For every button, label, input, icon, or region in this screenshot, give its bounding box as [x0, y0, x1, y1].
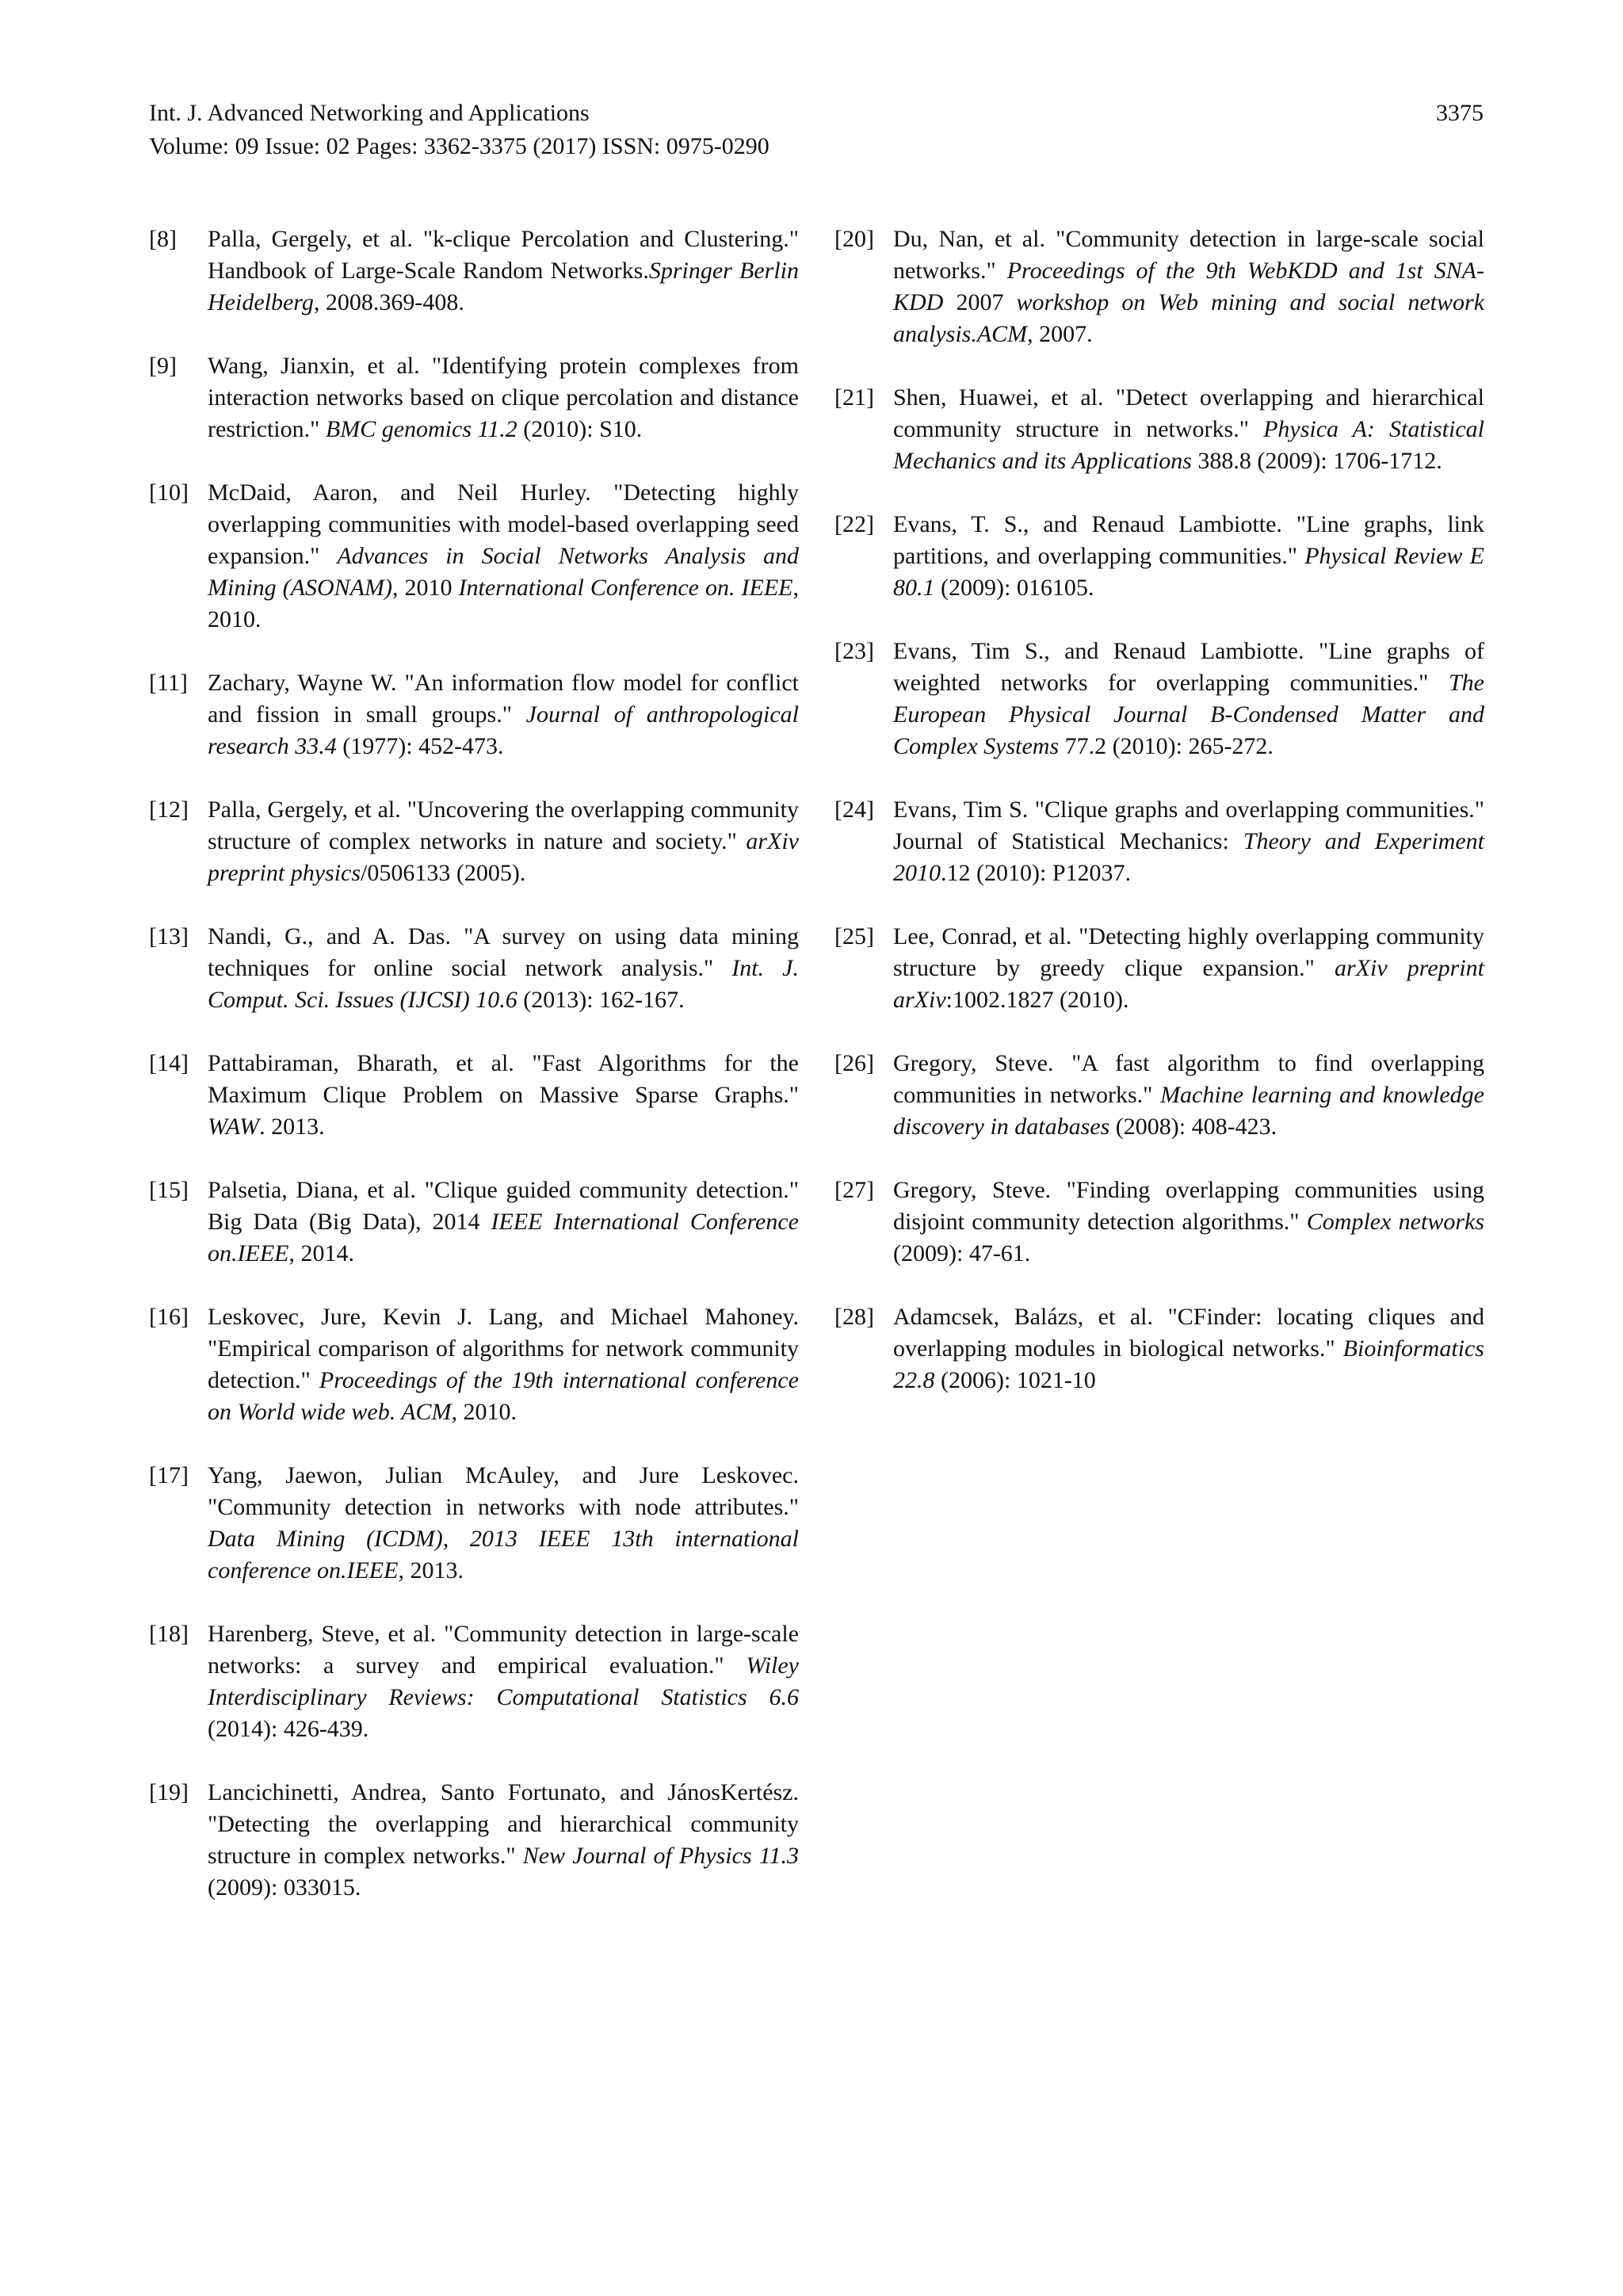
reference-italic-segment: Springer Berlin Heidelberg: [208, 258, 799, 315]
journal-title: Int. J. Advanced Networking and Applications: [149, 100, 590, 126]
reference-entry: [149, 1301, 799, 1428]
reference-segment: , 2007.: [1027, 321, 1093, 347]
reference-entry: [834, 1301, 1484, 1396]
reference-text: [893, 921, 1484, 1016]
reference-segment: :1002.1827 (2010).: [945, 987, 1129, 1013]
reference-number: [23]: [834, 638, 874, 664]
reference-segment: (2009): 47-61.: [893, 1240, 1031, 1266]
reference-segment: Leskovec, Jure, Kevin J. Lang, and Michael Mahoney. "Empirical comparison of algorithms for network community detection.": [208, 1304, 799, 1393]
reference-entry: [834, 794, 1484, 889]
reference-text: [208, 477, 799, 636]
reference-segment: Lee, Conrad, et al. "Detecting highly overlapping community structure by greedy clique expansion.": [893, 923, 1484, 981]
running-header: [149, 97, 1484, 163]
reference-italic-segment: Int. J. Comput. Sci. Issues (IJCSI) 10.6: [208, 955, 799, 1013]
reference-entry: [149, 794, 799, 889]
reference-entry: [834, 509, 1484, 604]
reference-segment: Du, Nan, et al. "Community detection in large-scale social networks.": [893, 226, 1484, 284]
reference-segment: Harenberg, Steve, et al. "Community detection in large-scale networks: a survey and empirical evaluation.": [208, 1621, 799, 1679]
reference-entry: [834, 223, 1484, 350]
reference-italic-segment: Journal of anthropological research 33.4: [208, 701, 799, 759]
reference-segment: Evans, Tim S. "Clique graphs and overlapping communities." Journal of Statistical Mechanics:: [893, 797, 1484, 854]
reference-text: [893, 1048, 1484, 1143]
reference-text: [208, 1777, 799, 1904]
reference-entry: [149, 1460, 799, 1587]
reference-italic-segment: IEEE International Conference on.IEEE: [208, 1209, 799, 1266]
reference-text: [208, 794, 799, 889]
reference-number: [15]: [149, 1177, 189, 1203]
reference-entry: [149, 1048, 799, 1143]
reference-entry: [834, 1175, 1484, 1270]
reference-segment: 2013.: [403, 1557, 464, 1584]
reference-segment: , 2010: [391, 575, 459, 601]
reference-segment: Shen, Huawei, et al. "Detect overlapping and hierarchical community structure in networks.": [893, 384, 1484, 442]
reference-italic-segment: Wiley Interdisciplinary Reviews: Computational Statistics 6.6: [208, 1652, 799, 1710]
reference-segment: McDaid, Aaron, and Neil Hurley. "Detecting highly overlapping communities with model-based overlapping seed expansion.": [208, 479, 799, 569]
reference-number: [25]: [834, 923, 874, 949]
reference-entry: [149, 477, 799, 636]
reference-text: [893, 1301, 1484, 1396]
reference-text: [893, 794, 1484, 889]
reference-italic-segment: Machine learning and knowledge discovery in databases: [893, 1082, 1484, 1140]
reference-segment: 77.2 (2010): 265-272.: [1059, 733, 1274, 759]
reference-segment: , 2014.: [288, 1240, 354, 1266]
reference-italic-segment: WAW: [208, 1114, 260, 1140]
reference-number: [17]: [149, 1462, 189, 1488]
reference-italic-segment: Bioinformatics 22.8: [893, 1335, 1484, 1393]
reference-number: [18]: [149, 1621, 189, 1647]
reference-number: [20]: [834, 226, 874, 252]
reference-segment: Gregory, Steve. "Finding overlapping communities using disjoint community detection algorithms.": [893, 1177, 1484, 1235]
reference-text: [893, 382, 1484, 477]
reference-italic-segment: workshop on Web mining and social network analysis.ACM: [893, 289, 1485, 347]
reference-number: [26]: [834, 1050, 874, 1076]
reference-segment: . 2013.: [259, 1114, 325, 1140]
reference-number: [19]: [149, 1779, 189, 1805]
reference-number: [27]: [834, 1177, 874, 1203]
reference-text: [208, 1618, 799, 1745]
reference-italic-segment: arXiv preprint arXiv: [893, 955, 1484, 1013]
reference-number: [11]: [149, 670, 188, 696]
reference-italic-segment: Complex networks: [1306, 1209, 1485, 1235]
reference-text: [208, 223, 799, 319]
reference-text: [893, 223, 1484, 350]
reference-italic-segment: International Conference on. IEEE: [458, 575, 793, 601]
reference-segment: , 2010.: [208, 575, 799, 632]
reference-segment: Nandi, G., and A. Das. "A survey on using data mining techniques for online social network analysis.": [208, 923, 799, 981]
reference-italic-segment: Proceedings of the 19th international conference on World wide web. ACM,: [208, 1367, 799, 1425]
volume-line: Volume: 09 Issue: 02 Pages: 3362-3375 (2017) ISSN: 0975-0290: [149, 133, 769, 159]
reference-segment: (2008): 408-423.: [1109, 1114, 1277, 1140]
reference-segment: (2009): 016105.: [934, 575, 1094, 601]
reference-number: [22]: [834, 511, 874, 537]
reference-text: [893, 509, 1484, 604]
reference-segment: Palla, Gergely, et al. "Uncovering the overlapping community structure of complex networks in nature and society.": [208, 797, 799, 854]
reference-number: [13]: [149, 923, 189, 949]
references-column-left: [149, 223, 799, 1935]
reference-entry: [834, 1048, 1484, 1143]
reference-italic-segment: BMC genomics 11.2: [325, 416, 517, 442]
reference-segment: .12 (2010): P12037.: [941, 860, 1131, 886]
reference-entry: [149, 1175, 799, 1270]
reference-segment: Lancichinetti, Andrea, Santo Fortunato, and JánosKertész. "Detecting the overlapping and hierarchical community structure in complex networks.": [208, 1779, 799, 1869]
reference-entry: [149, 1618, 799, 1745]
reference-entry: [834, 921, 1484, 1016]
references-column-right: [834, 223, 1484, 1428]
reference-text: [208, 1048, 799, 1143]
reference-text: [208, 667, 799, 762]
reference-number: [8]: [149, 226, 177, 252]
reference-segment: Pattabiraman, Bharath, et al. "Fast Algorithms for the Maximum Clique Problem on Massive Sparse Graphs.": [208, 1050, 799, 1108]
reference-segment: Palsetia, Diana, et al. "Clique guided community detection." Big Data (Big Data), 2014: [208, 1177, 799, 1235]
reference-segment: 2007: [943, 289, 1017, 315]
reference-segment: 388.8 (2009): 1706-1712.: [1191, 448, 1442, 474]
reference-entry: [149, 350, 799, 445]
page-number: 3375: [1436, 100, 1484, 126]
reference-number: [14]: [149, 1050, 189, 1076]
reference-segment: (1977): 452-473.: [336, 733, 504, 759]
reference-text: [208, 921, 799, 1016]
reference-number: [28]: [834, 1304, 874, 1330]
reference-number: [12]: [149, 797, 189, 823]
reference-text: [893, 1175, 1484, 1270]
reference-text: [208, 1175, 799, 1270]
reference-number: [21]: [834, 384, 874, 411]
reference-segment: Yang, Jaewon, Julian McAuley, and Jure Leskovec. "Community detection in networks with node attributes.": [208, 1462, 799, 1520]
reference-text: [208, 1460, 799, 1587]
reference-entry: [149, 1777, 799, 1904]
reference-entry: [149, 667, 799, 762]
reference-italic-segment: New Journal of Physics 11.3: [522, 1843, 799, 1869]
reference-segment: Zachary, Wayne W. "An information flow model for conflict and fission in small groups.": [208, 670, 799, 728]
reference-segment: Evans, T. S., and Renaud Lambiotte. "Line graphs, link partitions, and overlapping communities.": [893, 511, 1484, 569]
reference-italic-segment: Advances in Social Networks Analysis and Mining (ASONAM): [208, 543, 799, 601]
reference-italic-segment: arXiv preprint physics: [208, 828, 799, 886]
reference-italic-segment: The European Physical Journal B-Condensed Matter and Complex Systems: [893, 670, 1484, 759]
reference-italic-segment: Proceedings of the 9th WebKDD and 1st SNA-KDD: [893, 258, 1484, 315]
reference-segment: Adamcsek, Balázs, et al. "CFinder: locating cliques and overlapping modules in biological networks.": [893, 1304, 1484, 1362]
reference-segment: 2010.: [457, 1399, 517, 1425]
reference-italic-segment: Theory and Experiment 2010: [893, 828, 1484, 886]
reference-segment: Evans, Tim S., and Renaud Lambiotte. "Line graphs of weighted networks for overlapping communities.": [893, 638, 1484, 696]
reference-text: [208, 1301, 799, 1428]
reference-segment: Wang, Jianxin, et al. "Identifying protein complexes from interaction networks based on clique percolation and distance restriction.": [208, 353, 799, 442]
reference-segment: (2014): 426-439.: [208, 1716, 369, 1742]
reference-number: [10]: [149, 479, 189, 506]
reference-entry: [834, 636, 1484, 762]
reference-entry: [834, 382, 1484, 477]
reference-segment: (2010): S10.: [517, 416, 643, 442]
reference-italic-segment: Physica A: Statistical Mechanics and its Applications: [893, 416, 1484, 474]
reference-italic-segment: Physical Review E 80.1: [893, 543, 1484, 601]
reference-entry: [149, 223, 799, 319]
reference-segment: Palla, Gergely, et al. "k-clique Percolation and Clustering." Handbook of Large-Scale Random Networks.: [208, 226, 799, 284]
reference-text: [208, 350, 799, 445]
reference-entry: [149, 921, 799, 1016]
reference-number: [24]: [834, 797, 874, 823]
reference-number: [16]: [149, 1304, 189, 1330]
reference-segment: (2013): 162-167.: [517, 987, 685, 1013]
reference-text: [893, 636, 1484, 762]
reference-segment: , 2008.369-408.: [313, 289, 464, 315]
reference-segment: (2009): 033015.: [208, 1874, 361, 1901]
reference-segment: Gregory, Steve. "A fast algorithm to find overlapping communities in networks.": [893, 1050, 1484, 1108]
reference-segment: /0506133 (2005).: [361, 860, 526, 886]
reference-italic-segment: Data Mining (ICDM), 2013 IEEE 13th international conference on.IEEE,: [208, 1526, 799, 1584]
reference-number: [9]: [149, 353, 177, 379]
reference-segment: (2006): 1021-10: [934, 1367, 1096, 1393]
